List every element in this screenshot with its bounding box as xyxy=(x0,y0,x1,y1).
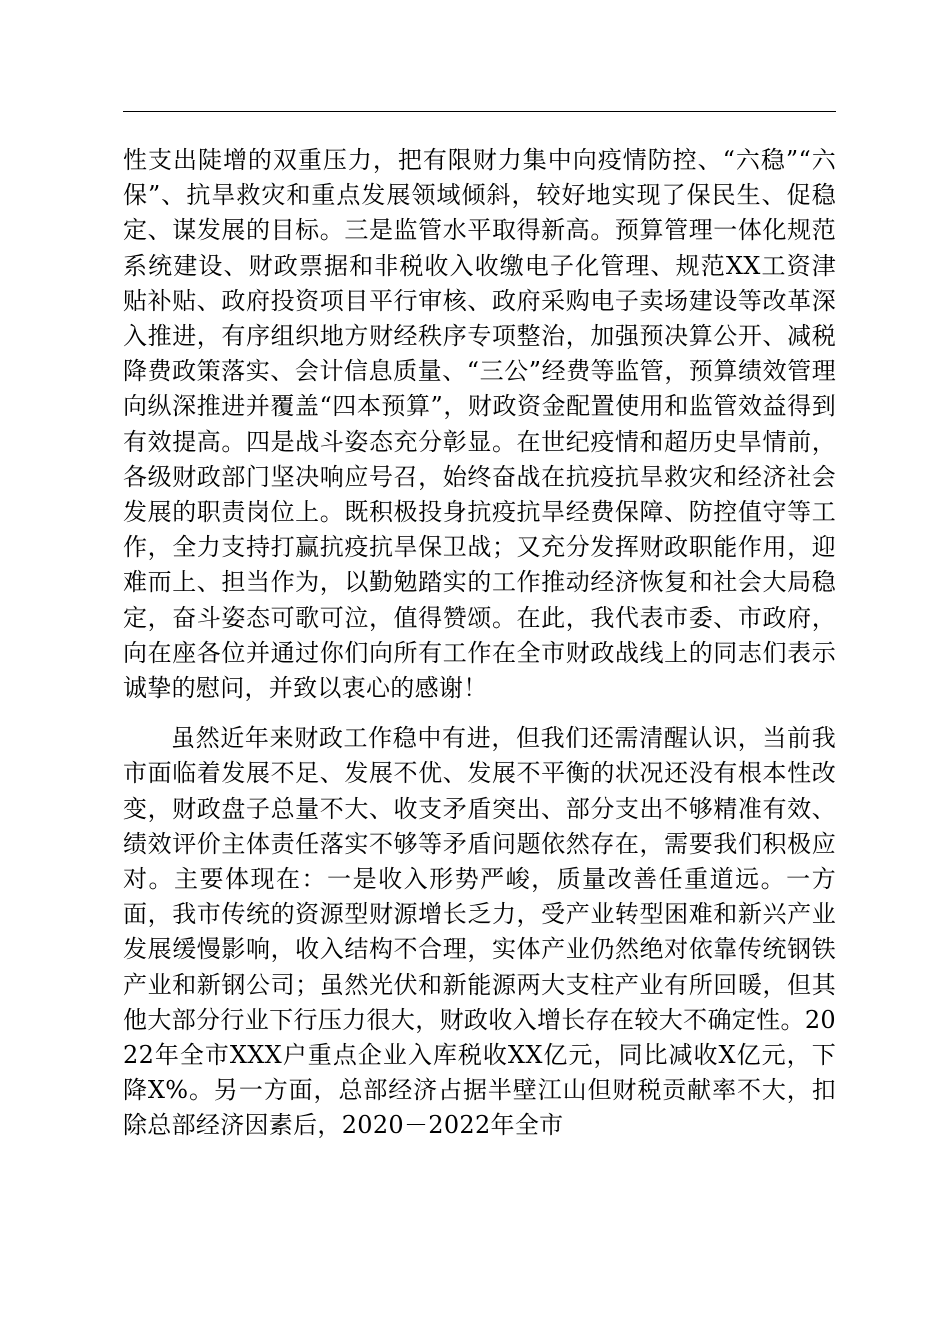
document-body xyxy=(123,143,836,1144)
paragraph-challenges: 虽然近年来财政工作稳中有进，但我们还需清醒认识，当前我市面临着发展不足、发展不优、发展不平衡的状况还没有根本性改变，财政盘子总量不大、收支矛盾突出、部分支出不够精准有效、绩效评价主体责任落实不够等矛盾问题依然存在，需要我们积极应对。主要体现在：一是收入形势严峻，质量改善任重道远。一方面，我市传统的资源型财源增长乏力，受产业转型困难和新兴产业发展缓慢影响，收入结构不合理，实体产业仍然绝对依靠传统钢铁产业和新钢公司；虽然光伏和新能源两大支柱产业有所回暖，但其他大部分行业下行压力很大，财政收入增长存在较大不确定性。2022年全市XXX户重点企业入库税收XX亿元，同比减收X亿元，下降X%。另一方面，总部经济占据半壁江山但财税贡献率不大，扣除总部经济因素后，2020－2022年全市 xyxy=(123,724,836,1140)
paragraph-continuation: 性支出陡增的双重压力，把有限财力集中向疫情防控、“六稳”“六保”、抗旱救灾和重点发展领域倾斜，较好地实现了保民生、促稳定、谋发展的目标。三是监管水平取得新高。预算管理一体化规范系统建设、财政票据和非税收入收缴电子化管理、规范XX工资津贴补贴、政府投资项目平行审核、政府采购电子卖场建设等改革深入推进，有序组织地方财经秩序专项整治，加强预决算公开、减税降费政策落实、会计信息质量、“三公”经费等监管，预算绩效管理向纵深推进并覆盖“四本预算”，财政资金配置使用和监管效益得到有效提高。四是战斗姿态充分彰显。在世纪疫情和超历史旱情前，各级财政部门坚决响应号召，始终奋战在抗疫抗旱救灾和经济社会发展的职责岗位上。既积极投身抗疫抗旱经费保障、防控值守等工作，全力支持打赢抗疫抗旱保卫战；又充分发挥财政职能作用，迎难而上、担当作为，以勤勉踏实的工作推动经济恢复和社会大局稳定，奋斗姿态可歌可泣，值得赞颂。在此，我代表市委、市政府，向在座各位并通过你们向所有工作在全市财政战线上的同志们表示诚挚的慰问，并致以衷心的感谢！ xyxy=(123,146,836,703)
header-rule xyxy=(123,111,836,112)
